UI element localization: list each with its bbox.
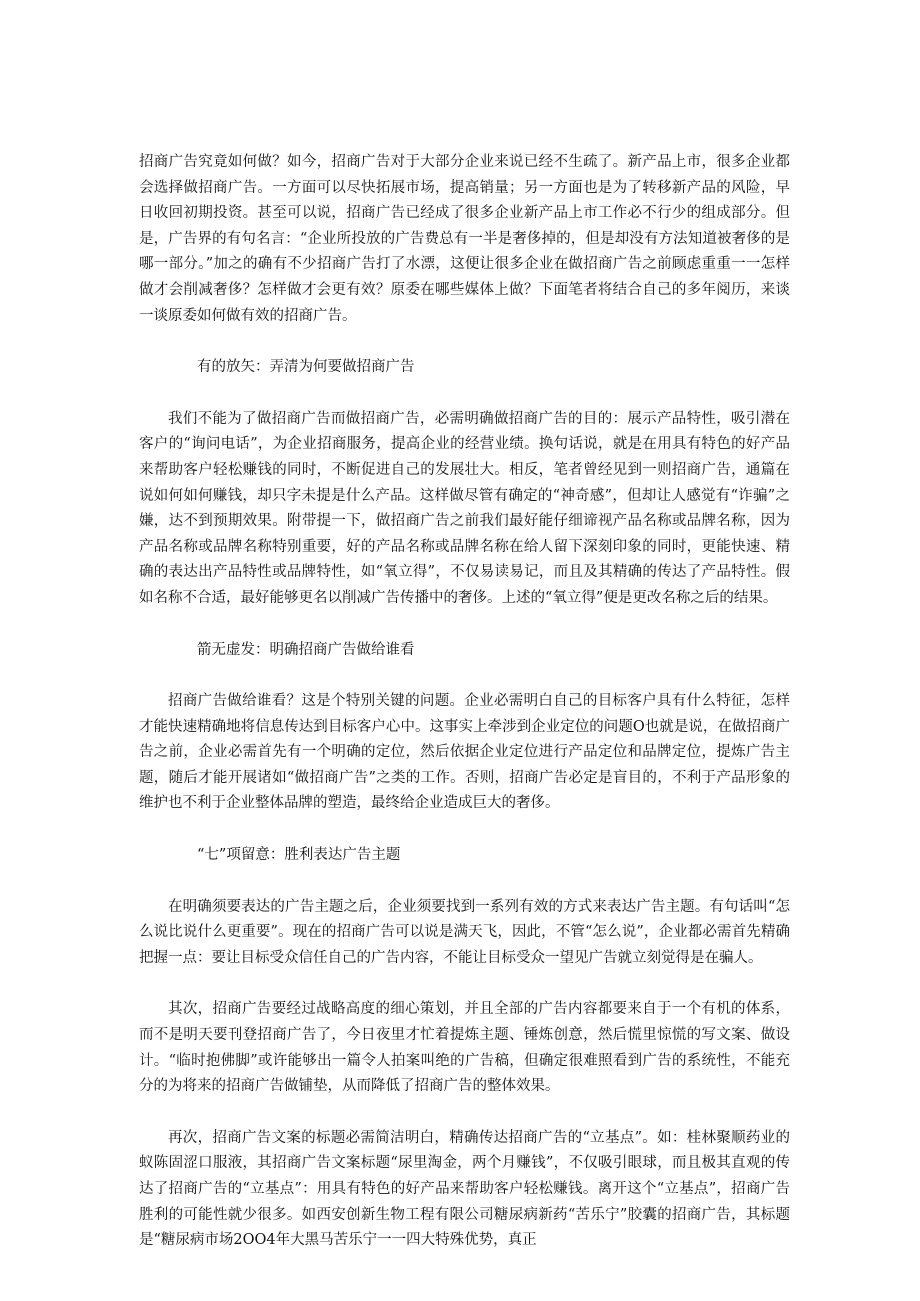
section-heading-2: 箭无虚发：明确招商广告做给谁看 [197,641,415,658]
section-3-paragraph-3: 再次，招商广告文案的标题必需简洁明白，精确传达招商广告的“立基点”。如：桂林聚顺药业的蚁陈固涩口服液，其招商广告文案标题“尿里淘金，两个月赚钱”，不仅吸引眼球，而且极其直观的传达了招商广告的“立基点”：用具有特色的好产品来帮助客户轻松赚钱。离开这个“立基点”，招商广告胜利的可能性就少很多。如西安创新生物工程有限公司糖尿病新药“苦乐宁”胶囊的招商广告，其标题是“糖尿病市场2OO4年大黑马苦乐宁一一四大特殊优势，真正 [139,1129,790,1249]
section-1-paragraph: 我们不能为了做招商广告而做招商广告，必需明确做招商广告的目的：展示产品特性，吸引潜在客户的“询问电话”，为企业招商服务，提高企业的经营业绩。换句话说，就是在用具有特色的好产品来帮助客户轻松赚钱的同时，不断促进自己的发展壮大。相反，笔者曾经见到一则招商广告，通篇在说如何如何赚钱，却只字未提是什么产品。这样做尽管有确定的“神奇感”，但却让人感觉有“诈骗”之嫌，达不到预期效果。附带提一下，做招商广告之前我们最好能仔细谛视产品名称或品牌名称，因为产品名称或品牌名称特别重要，好的产品名称或品牌名称在给人留下深刻印象的同时，更能快速、精确的表达出产品特性或品牌特性，如“氧立得”，不仅易读易记，而且及其精确的传达了产品特性。假如名称不合适，最好能够更名以削减广告传播中的奢侈。上述的“氧立得”便是更改名称之后的结果。 [139,410,790,606]
document-page [139,150,790,1254]
section-2-paragraph: 招商广告做给谁看？这是个特别关键的问题。企业必需明白自己的目标客户具有什么特征，怎样才能快速精确地将信息传达到目标客户心中。这事实上牵涉到企业定位的问题O也就是说，在做招商广告之前，企业必需首先有一个明确的定位，然后依据企业定位进行产品定位和品牌定位，提炼广告主题，随后才能开展诸如“做招商广告”之类的工作。否则，招商广告必定是盲目的，不利于产品形象的维护也不利于企业整体品牌的塑造，最终给企业造成巨大的奢侈。 [139,693,790,812]
section-3-paragraph-2: 其次，招商广告要经过战略高度的细心策划，并且全部的广告内容都要来自于一个有机的体系，而不是明天要刊登招商广告了，今日夜里才忙着提炼主题、锤炼创意，然后慌里惊慌的写文案、做设计。“临时抱佛脚”或许能够出一篇令人拍案叫绝的广告稿，但确定很难照看到广告的系统性，不能充分的为将来的招商广告做铺垫，从而降低了招商广告的整体效果。 [139,1001,790,1095]
section-heading-3: “七”项留意：胜利表达广告主题 [197,847,401,864]
intro-paragraph: 招商广告究竟如何做？如今，招商广告对于大部分企业来说已经不生疏了。新产品上市，很多企业都会选择做招商广告。一方面可以尽快拓展市场，提高销量；另一方面也是为了转移新产品的风险，早日收回初期投资。甚至可以说，招商广告已经成了很多企业新产品上市工作必不行少的组成部分。但是，广告界的有句名言：“企业所投放的广告费总有一半是奢侈掉的，但是却没有方法知道被奢侈的是哪一部分。”加之的确有不少招商广告打了水漂，这便让很多企业在做招商广告之前顾虑重重一一怎样做才会削减奢侈？怎样做才会更有效？原委在哪些媒体上做？下面笔者将结合自己的多年阅历，来谈一谈原委如何做有效的招商广告。 [139,154,790,324]
section-3-paragraph-1: 在明确须要表达的广告主题之后，企业须要找到一系列有效的方式来表达广告主题。有句话叫“怎么说比说什么更重要”。现在的招商广告可以说是满天飞，因此，不管“怎么说”，企业都必需首先精确把握一点：要让目标受众信任自己的广告内容，不能让目标受众一望见广告就立刻觉得是在骗人。 [139,898,790,966]
section-heading-1: 有的放矢：弄清为何要做招商广告 [197,359,415,376]
